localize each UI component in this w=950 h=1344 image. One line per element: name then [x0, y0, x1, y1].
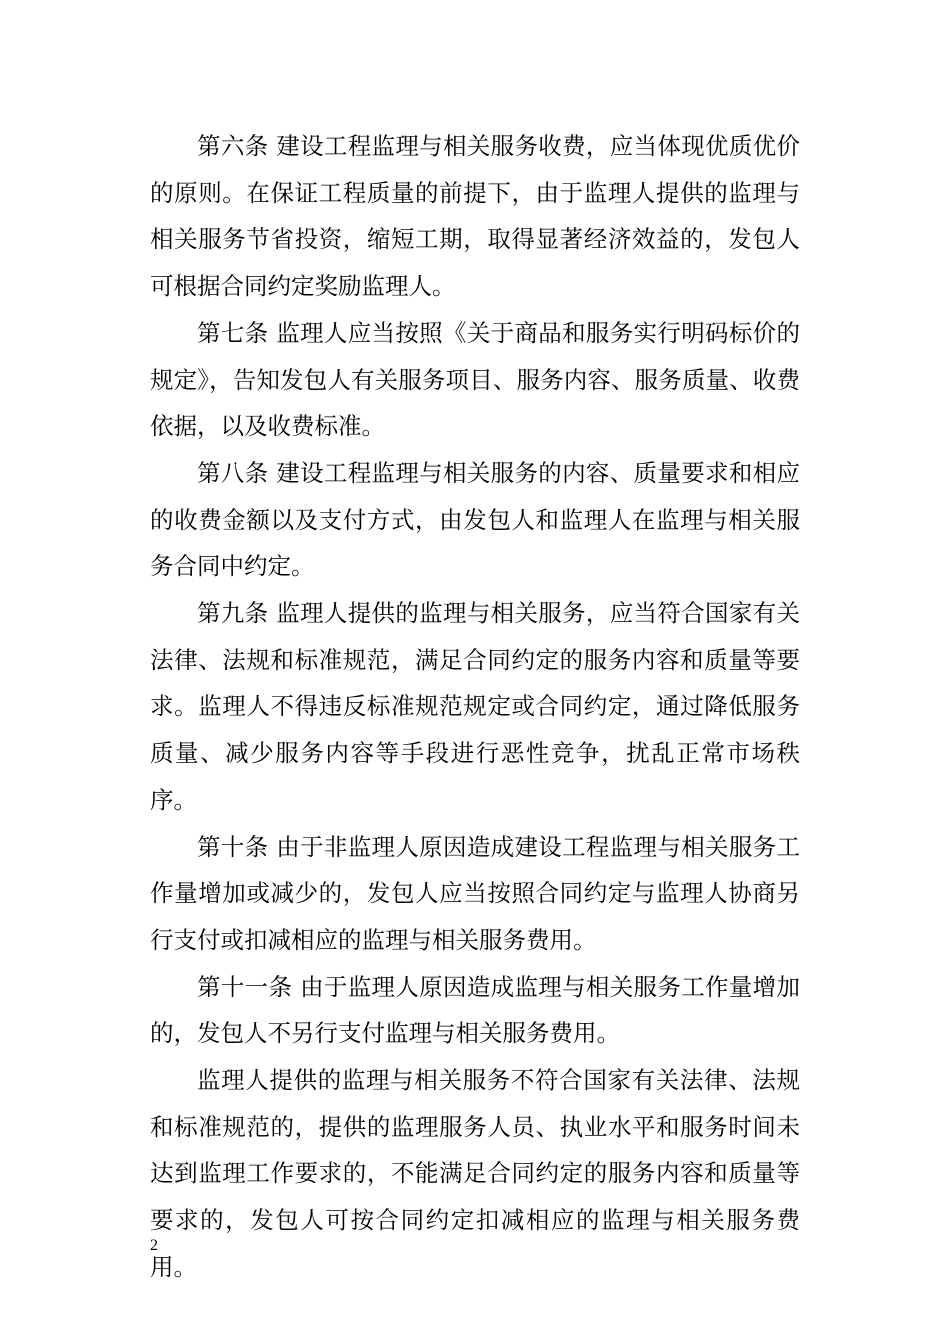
paragraph-article-6: 第六条 建设工程监理与相关服务收费，应当体现优质优价的原则。在保证工程质量的前提下，由于监理人提供的监理与相关服务节省投资，缩短工期，取得显著经济效益的，发包人可根据合同约定奖励监理人。: [150, 132, 800, 301]
document-body: [150, 123, 800, 1291]
paragraph-article-11: 第十一条 由于监理人原因造成监理与相关服务工作量增加的，发包人不另行支付监理与相关服务费用。: [150, 972, 800, 1048]
paragraph-article-9: 第九条 监理人提供的监理与相关服务，应当符合国家有关法律、法规和标准规范，满足合同约定的服务内容和质量等要求。监理人不得违反标准规范规定或合同约定，通过降低服务质量、减少服务内容等手段进行恶性竞争，扰乱正常市场秩序。: [150, 599, 800, 814]
paragraph-article-8: 第八条 建设工程监理与相关服务的内容、质量要求和相应的收费金额以及支付方式，由发包人和监理人在监理与相关服务合同中约定。: [150, 458, 800, 581]
paragraph-article-11-continued: 监理人提供的监理与相关服务不符合国家有关法律、法规和标准规范的，提供的监理服务人员、执业水平和服务时间未达到监理工作要求的，不能满足合同约定的服务内容和质量等要求的，发包人可按合同约定扣减相应的监理与相关服务费用。: [150, 1066, 800, 1281]
paragraph-article-7: 第七条 监理人应当按照《关于商品和服务实行明码标价的规定》，告知发包人有关服务项目、服务内容、服务质量、收费依据，以及收费标准。: [150, 318, 800, 441]
page-number: 2: [150, 1237, 158, 1254]
paragraph-article-10: 第十条 由于非监理人原因造成建设工程监理与相关服务工作量增加或减少的，发包人应当按照合同约定与监理人协商另行支付或扣减相应的监理与相关服务费用。: [150, 832, 800, 954]
